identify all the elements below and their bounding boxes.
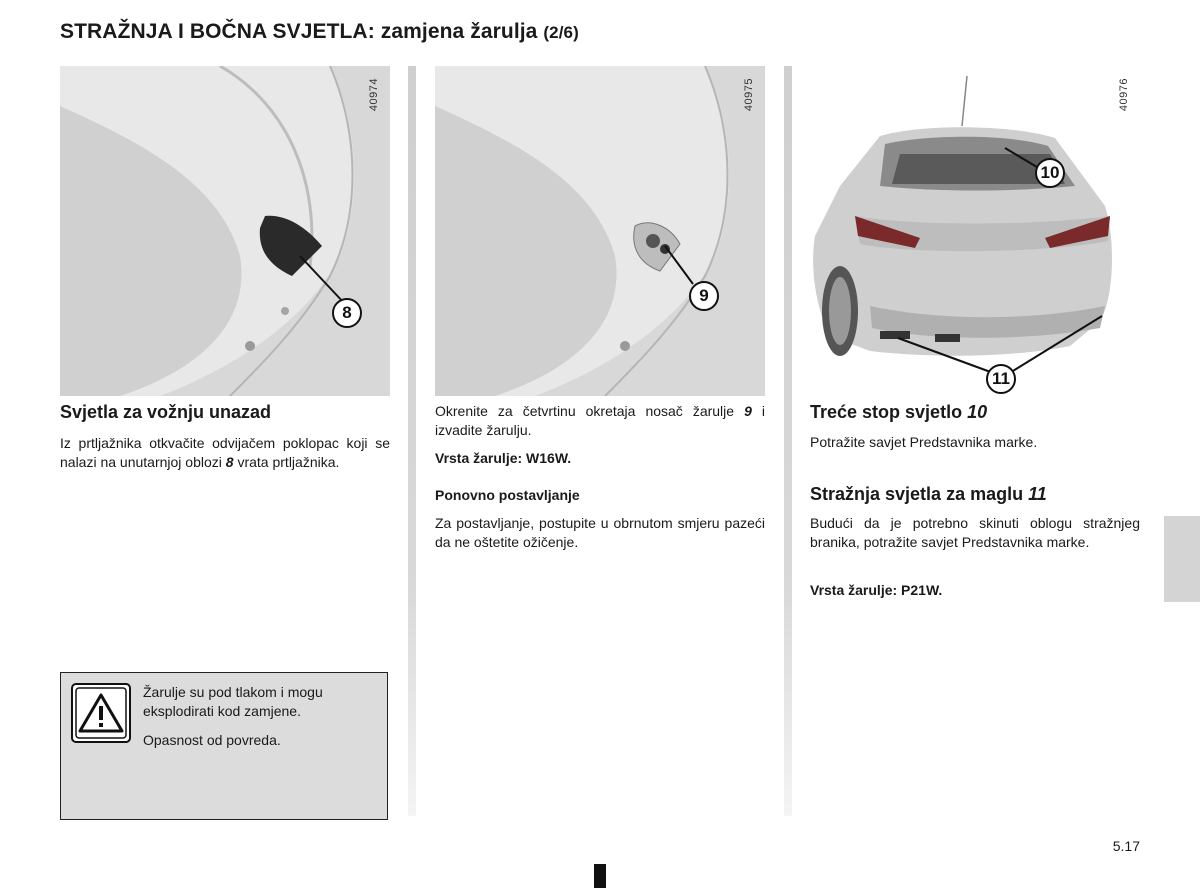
third-brake-light-text: Potražite savjet Predstavnika marke. [810,434,1038,450]
figure-tailgate-interior [60,66,390,396]
rear-fog-lights-text: Budući da je potrebno skinuti oblogu stražnjeg branika, potražite savjet Predstavnika marke. [810,515,1140,550]
chapter-tab [1164,516,1200,602]
callout-8: 8 [332,298,362,328]
figure-code: 40975 [743,78,755,112]
text-part: i izvadite žarulju. [435,403,765,438]
car-rear-illustration [810,66,1140,396]
warning-triangle-icon [71,683,131,743]
callout-10: 10 [1035,158,1065,188]
figure-car-rear [810,66,1140,396]
column-separator [408,66,416,816]
reinstall-text: Za postavljanje, postupite u obrnutom smjeru pazeći da ne oštetite ožičenje. [435,515,765,550]
crop-mark [594,864,606,888]
page-title-text: STRAŽNJA I BOČNA SVJETLA: zamjena žarulja [60,20,538,43]
heading-third-brake-light [810,402,987,423]
tailgate-illustration [60,66,390,396]
reference-8: 8 [225,454,234,470]
text-part: Iz prtljažnika otkvačite odvijačem poklopac koji se nalazi na unutarnjoj oblozi [60,435,390,470]
warning-line-2: Opasnost od povreda. [143,732,281,748]
bulb-type-w16w: Vrsta žarulje: W16W. [435,450,572,466]
heading-text: Stražnja svjetla za maglu [810,484,1029,504]
page-number: 5.17 [1112,838,1140,854]
heading-text: Treće stop svjetlo [810,402,968,422]
figure-code: 40976 [1118,78,1130,112]
subheading-reinstall: Ponovno postavljanje [435,487,580,503]
text-part: vrata prtljažnika. [233,454,340,470]
callout-11: 11 [986,364,1016,394]
figure-code: 40974 [368,78,380,112]
heading-rear-fog-lights [810,484,1047,505]
text-part: Okrenite za četvrtinu okretaja nosač žarulje [435,403,745,419]
bulb-holder-text [435,402,765,440]
figure-bulb-holder [435,66,765,396]
heading-reversing-lights: Svjetla za vožnju unazad [60,402,272,422]
bulb-holder-illustration [435,66,765,396]
reference-11: 11 [1028,484,1047,504]
warning-box [60,672,388,820]
column-separator [784,66,792,816]
page-fraction: (2/6) [543,23,579,42]
reference-9: 9 [744,403,752,419]
page-title [60,20,579,44]
bulb-type-p21w: Vrsta žarulje: P21W. [810,582,943,598]
callout-9: 9 [689,281,719,311]
reference-10: 10 [967,402,988,422]
warning-line-1: Žarulje su pod tlakom i mogu eksplodirati kod zamjene. [143,684,323,719]
reversing-lights-text [60,434,390,472]
